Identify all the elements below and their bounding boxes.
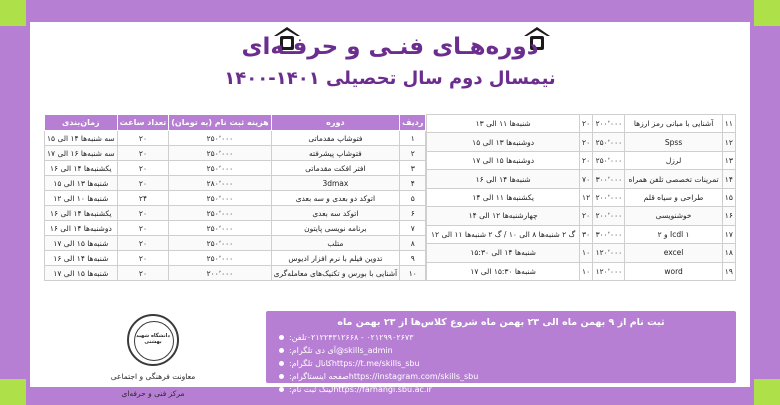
cell-row-number: ۶ — [400, 206, 426, 221]
university-seal-icon — [127, 314, 179, 366]
bullet-icon — [279, 335, 284, 340]
cell-schedule: سه شنبه‌ها ۱۶ الی ۱۷ — [45, 146, 118, 161]
frame-band-top — [0, 0, 780, 22]
table-row — [45, 251, 426, 266]
corner-accent-top-right — [754, 0, 780, 26]
cell-course: 3dmax — [271, 176, 400, 191]
university-logo-block — [58, 314, 248, 400]
cell-fee: ۲۵۰٬۰۰۰ — [169, 146, 271, 161]
cell-row-number: ۲ — [400, 146, 426, 161]
cell-course: تمرینات تخصصی تلفن همراه — [625, 170, 722, 188]
cell-row-number: ۷ — [400, 221, 426, 236]
cell-schedule: دوشنبه‌ها ۱۳ الی ۱۵ — [427, 133, 580, 151]
info-line-phone — [274, 331, 728, 344]
cell-course: excel — [625, 244, 722, 262]
cell-schedule: شنبه‌ها ۱۳ الی ۱۵ — [45, 176, 118, 191]
cell-fee: ۲۵۰٬۰۰۰ — [169, 206, 271, 221]
cell-course: اتوکد سه بعدی — [271, 206, 400, 221]
cell-row-number: ۱۱ — [722, 115, 735, 133]
cell-fee: ۲۵۰٬۰۰۰ — [593, 133, 625, 151]
course-table-right — [44, 114, 426, 281]
cell-hours: ۲۰ — [579, 115, 592, 133]
cell-course: لرزل — [625, 151, 722, 169]
bullet-icon — [279, 374, 284, 379]
table-row — [45, 236, 426, 251]
cell-course: Spss — [625, 133, 722, 151]
title-block — [30, 30, 750, 93]
info-label: کانال تلگرام: — [289, 358, 332, 368]
page-title: دوره‌هـای فنـی و حرفـه‌ای — [241, 34, 539, 60]
bullet-icon — [279, 361, 284, 366]
cell-schedule: چهارشنبه‌ها ۱۲ الی ۱۴ — [427, 207, 580, 225]
cell-course: خوشنویسی — [625, 207, 722, 225]
info-label: صفحه اینستاگرام: — [289, 371, 349, 381]
info-value[interactable]: @skills_admin — [335, 345, 393, 355]
corner-accent-bottom-left — [0, 379, 26, 405]
cell-hours: ۱۰ — [579, 262, 592, 281]
cell-fee: ۲۵۰٬۰۰۰ — [169, 236, 271, 251]
info-line-registration-link[interactable] — [274, 383, 728, 396]
col-fee: هزینه ثبت نام (به تومان) — [169, 115, 271, 131]
corner-accent-top-left — [0, 0, 26, 26]
cell-hours: ۲۰ — [117, 236, 169, 251]
registration-dates: ثبت نام از ۹ بهمن ماه الی ۲۳ بهمن ماه شروع کلاس‌ها از ۲۳ بهمن ماه — [337, 317, 665, 328]
cell-row-number: ۱۴ — [722, 170, 735, 188]
info-value: ۰۲۱۲۲۴۳۱۲۶۶۸ - ۰۲۱۲۹۹۰۲۶۷۳ — [306, 332, 414, 342]
table-row — [427, 225, 736, 243]
footer-caption-line2: مرکز فنی و حرفه‌ای — [121, 389, 185, 398]
cell-hours: ۱۲ — [579, 188, 592, 206]
table-row — [427, 188, 736, 206]
table-row — [427, 115, 736, 133]
cell-row-number: ۵ — [400, 191, 426, 206]
cell-fee: ۲۰۰٬۰۰۰ — [593, 188, 625, 206]
cell-hours: ۲۰ — [117, 176, 169, 191]
table-row — [427, 170, 736, 188]
poster-inner — [30, 22, 750, 398]
cell-schedule: شنبه‌ها ۱۴ الی ۱۵:۳۰ — [427, 244, 580, 262]
cell-row-number: ۱۵ — [722, 188, 735, 206]
cell-course: word — [625, 262, 722, 281]
table-row — [45, 131, 426, 146]
cell-hours: ۳۰ — [579, 225, 592, 243]
contact-info-bar — [266, 311, 736, 394]
cell-hours: ۲۰ — [579, 133, 592, 151]
cell-course: طراحی و سیاه قلم — [625, 188, 722, 206]
course-table-left — [426, 114, 736, 281]
cell-schedule: شنبه‌ها ۱۵:۳۰ الی ۱۷ — [427, 262, 580, 281]
col-schedule: زمان‌بندی — [45, 115, 118, 131]
cell-row-number: ۱۸ — [722, 244, 735, 262]
cell-course: فتوشاپ مقدماتی — [271, 131, 400, 146]
cell-row-number: ۱۳ — [722, 151, 735, 169]
cell-row-number: ۱۷ — [722, 225, 735, 243]
cell-schedule: شنبه‌ها ۱۴ الی ۱۶ — [427, 170, 580, 188]
cell-fee: ۲۵۰٬۰۰۰ — [169, 251, 271, 266]
cell-fee: ۱۲۰٬۰۰۰ — [593, 244, 625, 262]
cell-hours: ۲۰ — [117, 161, 169, 176]
table-header-row — [45, 115, 426, 131]
bullet-icon — [279, 387, 284, 392]
cell-schedule: شنبه‌ها ۱۵ الی ۱۷ — [45, 236, 118, 251]
cell-row-number: ۱۶ — [722, 207, 735, 225]
info-label: آی دی تلگرام: — [289, 345, 336, 355]
cell-row-number: ۱۰ — [400, 266, 426, 281]
info-label: تلفن: — [289, 332, 307, 342]
course-tables — [44, 114, 736, 281]
table-row — [427, 151, 736, 169]
table-row — [45, 176, 426, 191]
cell-row-number: ۸ — [400, 236, 426, 251]
page-subtitle: نیمسال دوم سال تحصیلی ۱۴۰۱-۱۴۰۰ — [224, 67, 556, 89]
cell-fee: ۲۵۰٬۰۰۰ — [169, 221, 271, 236]
table-row — [45, 266, 426, 281]
cell-schedule: شنبه‌ها ۱۰ الی ۱۲ — [45, 191, 118, 206]
cell-hours: ۷۰ — [579, 170, 592, 188]
cell-hours: ۱۰ — [579, 244, 592, 262]
cell-schedule: دوشنبه‌ها ۱۵ الی ۱۷ — [427, 151, 580, 169]
info-value[interactable]: https://farhangi.sbu.ac.ir — [333, 384, 432, 394]
frame-band-left — [0, 0, 30, 405]
cell-row-number: ۱ — [400, 131, 426, 146]
cell-course: برنامه نویسی پایتون — [271, 221, 400, 236]
cell-hours: ۲۰ — [117, 221, 169, 236]
col-row-number: ردیف — [400, 115, 426, 131]
table-row — [45, 191, 426, 206]
footer-caption-line1: معاونت فرهنگی و اجتماعی — [110, 372, 196, 381]
col-course: دوره — [271, 115, 400, 131]
table-row — [427, 262, 736, 281]
cell-hours: ۲۰ — [117, 146, 169, 161]
info-value[interactable]: https://instagram.com/skills_sbu — [348, 371, 479, 381]
cell-row-number: ۱۲ — [722, 133, 735, 151]
cell-fee: ۲۰۰٬۰۰۰ — [593, 207, 625, 225]
cell-course: Icdl ۱ و ۲ — [625, 225, 722, 243]
cell-course: اتوکد دو بعدی و سه بعدی — [271, 191, 400, 206]
cell-fee: ۲۰۰٬۰۰۰ — [593, 115, 625, 133]
cell-row-number: ۱۹ — [722, 262, 735, 281]
cell-hours: ۲۰ — [117, 206, 169, 221]
cell-row-number: ۴ — [400, 176, 426, 191]
table-left-body — [427, 115, 736, 281]
cell-fee: ۲۵۰٬۰۰۰ — [169, 191, 271, 206]
info-line-telegram-channel[interactable] — [274, 357, 728, 370]
cell-course: متلب — [271, 236, 400, 251]
cell-fee: ۲۰۰٬۰۰۰ — [169, 266, 271, 281]
cell-course: افتر افکت مقدماتی — [271, 161, 400, 176]
cell-schedule: گ ۲ شنبه‌ها ۸ الی ۱۰ / گ ۲ شنبه‌ها ۱۱ الی ۱۲ — [427, 225, 580, 243]
table-row — [45, 206, 426, 221]
cell-schedule: شنبه‌ها ۱۱ الی ۱۳ — [427, 115, 580, 133]
table-row — [427, 133, 736, 151]
cell-fee: ۲۵۰٬۰۰۰ — [169, 161, 271, 176]
cell-course: آشنایی با بورس و تکنیک‌های معامله‌گری — [271, 266, 400, 281]
cell-course: تدوین فیلم با نرم افزار ادیوس — [271, 251, 400, 266]
table-row — [427, 244, 736, 262]
cell-hours: ۲۰ — [579, 207, 592, 225]
cell-schedule: دوشنبه‌ها ۱۴ الی ۱۶ — [45, 221, 118, 236]
cell-fee: ۳۰۰٬۰۰۰ — [593, 170, 625, 188]
info-value[interactable]: https://t.me/skills_sbu — [331, 358, 420, 368]
cell-schedule: شنبه‌ها ۱۵ الی ۱۷ — [45, 266, 118, 281]
cell-fee: ۳۰۰٬۰۰۰ — [593, 225, 625, 243]
cell-hours: ۲۴ — [117, 191, 169, 206]
cell-schedule: سه شنبه‌ها ۱۴ الی ۱۵ — [45, 131, 118, 146]
corner-accent-bottom-right — [754, 379, 780, 405]
info-label: لینک ثبت نام: — [289, 384, 334, 394]
table-right-body — [45, 131, 426, 281]
frame-band-right — [750, 0, 780, 405]
table-row — [45, 146, 426, 161]
cell-fee: ۲۵۰٬۰۰۰ — [593, 151, 625, 169]
cell-course: فتوشاپ پیشرفته — [271, 146, 400, 161]
cell-schedule: یکشنبه‌ها ۱۴ الی ۱۶ — [45, 206, 118, 221]
seal-label: دانشگاه شهید بهشتی — [136, 333, 170, 346]
cell-schedule: شنبه‌ها ۱۴ الی ۱۶ — [45, 251, 118, 266]
cell-course: آشنایی با مبانی رمز ارزها — [625, 115, 722, 133]
cell-row-number: ۳ — [400, 161, 426, 176]
info-line-instagram[interactable] — [274, 370, 728, 383]
table-row — [427, 207, 736, 225]
cell-fee: ۲۵۰٬۰۰۰ — [169, 131, 271, 146]
cell-fee: ۲۸۰٬۰۰۰ — [169, 176, 271, 191]
cell-schedule: یکشنبه‌ها ۱۱ الی ۱۴ — [427, 188, 580, 206]
info-line-telegram-id[interactable] — [274, 344, 728, 357]
cell-hours: ۲۰ — [117, 251, 169, 266]
bullet-icon — [279, 348, 284, 353]
table-row — [45, 221, 426, 236]
col-hours: تعداد ساعت — [117, 115, 169, 131]
cell-hours: ۲۰ — [579, 151, 592, 169]
table-row — [45, 161, 426, 176]
cell-hours: ۲۰ — [117, 266, 169, 281]
cell-fee: ۱۲۰٬۰۰۰ — [593, 262, 625, 281]
cell-schedule: یکشنبه‌ها ۱۴ الی ۱۶ — [45, 161, 118, 176]
cell-row-number: ۹ — [400, 251, 426, 266]
cell-hours: ۲۰ — [117, 131, 169, 146]
